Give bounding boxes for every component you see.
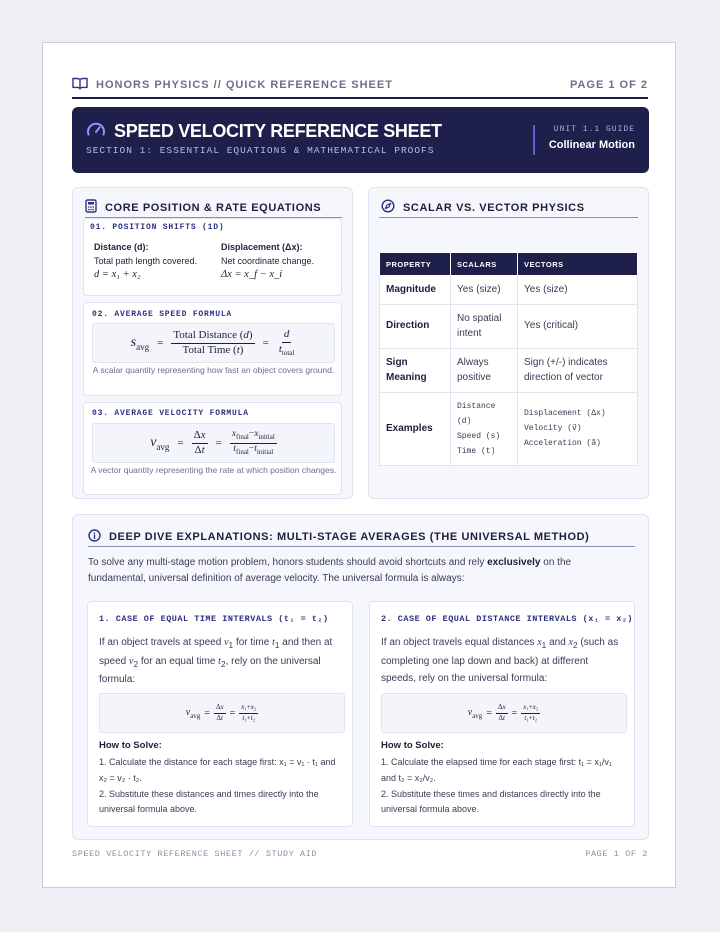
distance-title: Distance (d): — [94, 242, 149, 252]
table-row — [380, 392, 638, 466]
average-velocity-caption: A vector quantity representing the rate at which position changes. — [90, 465, 337, 475]
table-cell: Yes (critical) — [518, 304, 638, 348]
deep-dive-panel — [72, 514, 649, 840]
equal-distance-step-1: 1. Calculate the elapsed time for each stage first: t₁ = x₁/v₁ and t₂ = x₂/v₂. — [381, 757, 612, 783]
page-header — [72, 73, 648, 99]
position-shifts-label: 01. POSITION SHIFTS (1D) — [90, 223, 225, 232]
table-cell: Sign Meaning — [380, 348, 451, 392]
equal-time-card — [87, 601, 353, 827]
equal-distance-card — [369, 601, 635, 827]
sheet-title: SPEED VELOCITY REFERENCE SHEET — [114, 121, 442, 141]
gauge-icon — [86, 121, 106, 142]
table-row — [380, 348, 638, 392]
equal-distance-title: 2. CASE OF EQUAL DISTANCE INTERVALS (x₁ = x₂) — [381, 614, 634, 624]
table-cell: Yes (size) — [451, 276, 518, 305]
table-cell: Magnitude — [380, 276, 451, 305]
scalar-vector-table — [379, 252, 638, 466]
unit-label: UNIT 1.1 GUIDE — [553, 125, 635, 134]
core-panel-title: CORE POSITION & RATE EQUATIONS — [105, 201, 322, 214]
header-title: HONORS PHYSICS // QUICK REFERENCE SHEET — [96, 79, 393, 91]
displacement-description: Net coordinate change. — [221, 256, 315, 266]
average-speed-label: 02. AVERAGE SPEED FORMULA — [92, 310, 233, 319]
scalar-example: Speed (s) — [457, 431, 501, 441]
displacement-equation: Δx = x_f − x_i — [221, 269, 283, 280]
vector-example: Displacement (Δx) — [524, 409, 606, 419]
equal-distance-step-2: 2. Substitute these times and distances directly into the universal formula above. — [381, 788, 601, 815]
topic-label: Collinear Motion — [548, 139, 635, 151]
average-velocity-card — [83, 402, 342, 495]
vector-example: Velocity (v⃗) — [524, 424, 582, 434]
footer-page-number: PAGE 1 OF 2 — [585, 849, 648, 859]
vector-example: Acceleration (a⃗) — [524, 439, 601, 449]
displacement-title: Displacement (Δx): — [221, 242, 303, 252]
table-cell: Always positive — [451, 348, 518, 392]
table-cell: No spatial intent — [451, 304, 518, 348]
info-icon — [88, 529, 101, 545]
deep-dive-title: DEEP DIVE EXPLANATIONS: MULTI-STAGE AVERAGES (THE UNIVERSAL METHOD) — [109, 531, 590, 543]
distance-equation: d = x₁ + x₂ — [94, 269, 141, 280]
book-icon — [72, 77, 88, 93]
calculator-icon — [85, 199, 97, 216]
table-row — [380, 304, 638, 348]
equal-distance-formula: $v_{avg}$ = $\frac{\Delta x}{\Delta t}$ = $\frac{\text{x₁+x₂}}{\text{t₁+t₂}}$ — [381, 693, 627, 733]
equal-time-step-2: 2. Substitute these distances and times directly into the universal formula above. — [99, 788, 319, 815]
table-row — [380, 276, 638, 305]
equal-time-title: 1. CASE OF EQUAL TIME INTERVALS (t₁ = t₂) — [99, 614, 329, 624]
how-to-solve-label: How to Solve: — [99, 740, 162, 751]
core-equations-panel — [72, 187, 353, 499]
equal-time-formula: $v_{avg}$ = $\frac{\Delta x}{\Delta t}$ = $\frac{\text{x₁+x₂}}{\text{t₁+t₂}}$ — [99, 693, 345, 733]
column-header: VECTORS — [518, 253, 638, 276]
footer-label: SPEED VELOCITY REFERENCE SHEET // STUDY AID — [72, 849, 318, 859]
average-speed-formula: $s_{avg}$ = $\frac{\text{Total Distance (d)}}{\text{Total Time (t)}}$ = $\frac{d}{t_{total}}$ — [92, 323, 335, 363]
table-cell: Direction — [380, 304, 451, 348]
column-header: PROPERTY — [380, 253, 451, 276]
scalar-example: Distance (d) — [457, 401, 496, 426]
scalar-vector-panel — [368, 187, 649, 499]
equal-time-step-1: 1. Calculate the distance for each stage first: x₁ = v₁ · t₁ and x₂ = v₂ · t₂. — [99, 757, 336, 783]
table-cell: Examples — [380, 392, 451, 466]
sheet-subtitle: SECTION 1: ESSENTIAL EQUATIONS & MATHEMATICAL PROOFS — [86, 145, 435, 156]
deep-dive-intro: To solve any multi-stage motion problem, honors students should avoid shortcuts and rely exclusively on the fundamental, universal definition of average velocity. The universal formula is always: — [88, 557, 572, 584]
distance-description: Total path length covered. — [94, 256, 198, 266]
table-cell: Sign (+/-) indicates direction of vector — [518, 348, 638, 392]
reference-sheet-page — [42, 42, 676, 888]
average-velocity-formula: $v_{avg}$ = $\frac{\Delta x}{\Delta t}$ = $\frac{x_{final}-x_{initial}}{t_{final}-t_{initial}}$ — [92, 423, 335, 463]
position-shifts-card — [83, 218, 342, 296]
compass-icon — [381, 199, 395, 216]
equal-time-description: If an object travels at speed $v_1$ for time $t_1$ and then at speed $v_2$ for an equal time $t_2$, rely on the universal formula: — [99, 637, 333, 686]
how-to-solve-label: How to Solve: — [381, 740, 444, 751]
header-page-number: PAGE 1 OF 2 — [569, 79, 648, 91]
average-speed-caption: A scalar quantity representing how fast an object covers ground. — [92, 365, 335, 375]
average-speed-card — [83, 302, 342, 396]
column-header: SCALARS — [451, 253, 518, 276]
equal-distance-description: If an object travels equal distances $x_1$ and $x_2$ (such as completing one lap down and back) at different speeds, rely on the universal formula: — [381, 637, 619, 685]
page-footer — [72, 849, 648, 859]
scalar-example: Time (t) — [457, 447, 496, 457]
scalar-panel-title: SCALAR VS. VECTOR PHYSICS — [403, 201, 585, 214]
average-velocity-label: 03. AVERAGE VELOCITY FORMULA — [92, 409, 249, 418]
table-cell: Yes (size) — [518, 276, 638, 305]
title-banner — [72, 107, 649, 173]
